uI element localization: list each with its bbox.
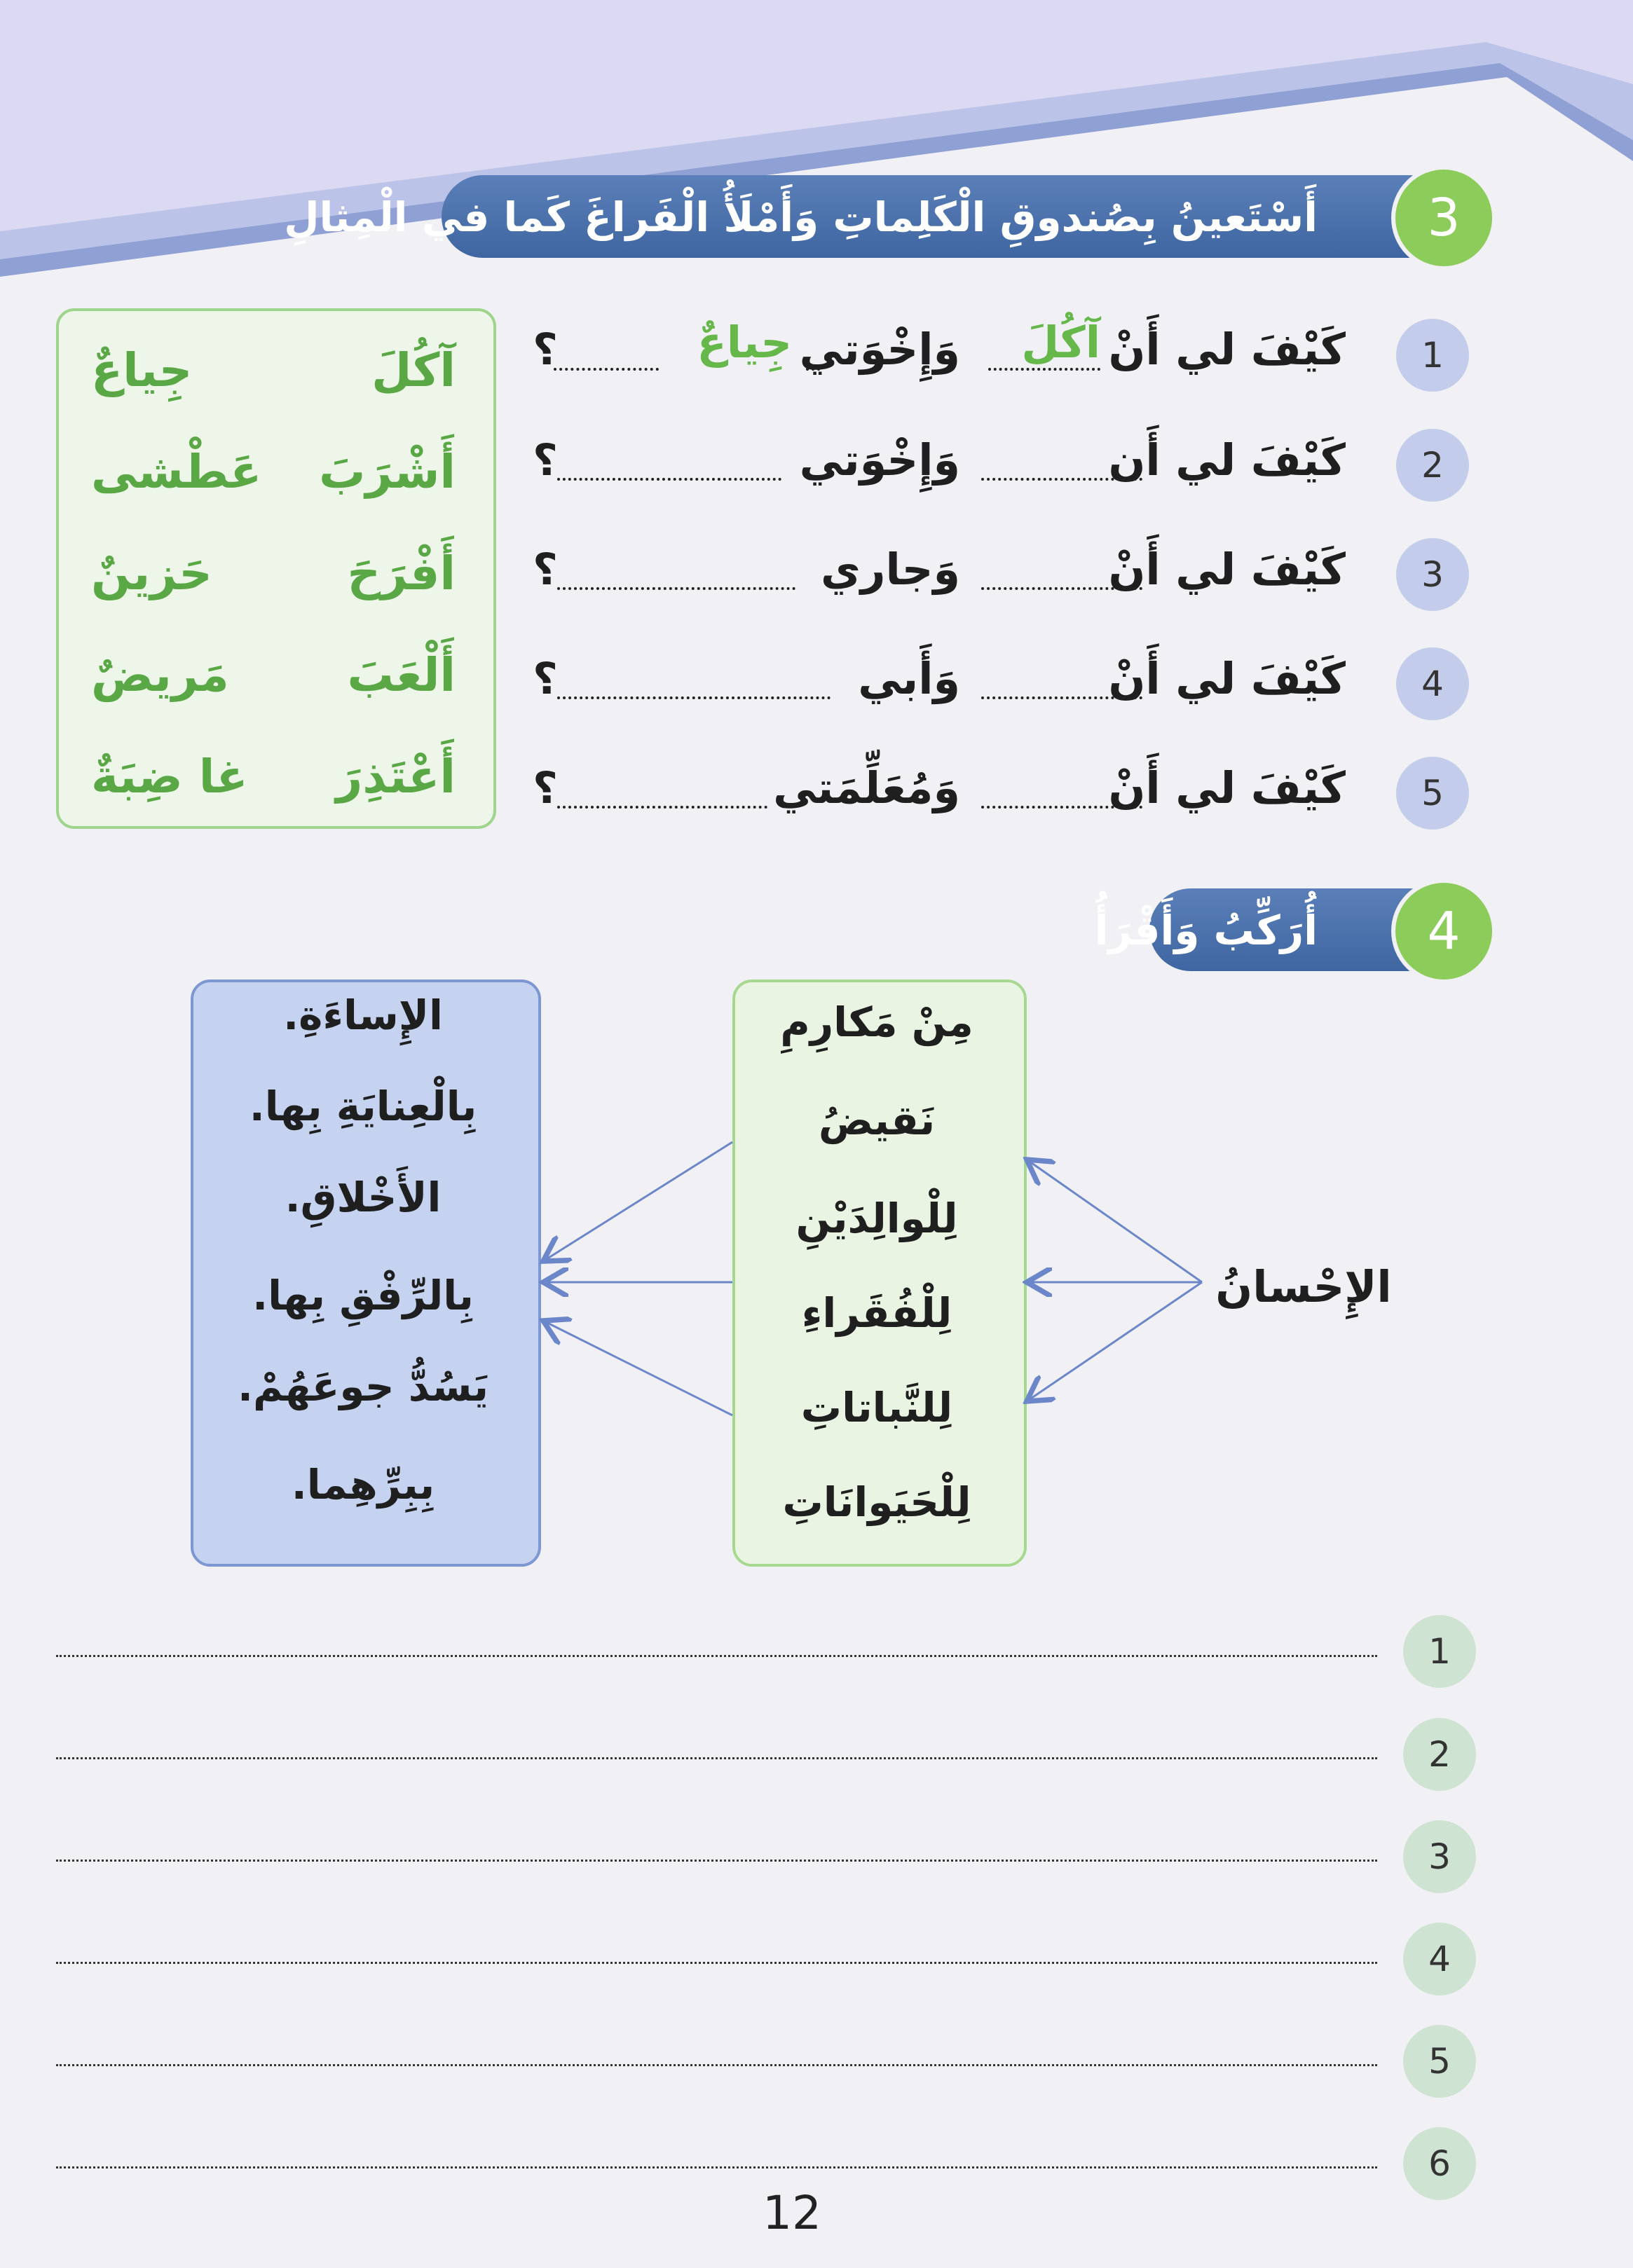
answer-number: 1 [1403, 1615, 1476, 1688]
middle-item: مِنْ مَكارِمِ [780, 998, 973, 1046]
example-adjective: جِياعٌ [697, 317, 792, 368]
page-number: 12 [763, 2186, 821, 2240]
answer-number: 2 [1403, 1718, 1476, 1791]
ending-item: بِبِرِّهِما. [291, 1461, 435, 1508]
question-subject: وَأَبي [858, 653, 960, 704]
question-subject: وَمُعَلِّمَتي [773, 762, 960, 813]
question-mark: ؟ [533, 324, 558, 375]
word-box-adj: غا ضِبَةٌ [91, 750, 248, 804]
answer-line[interactable] [56, 2064, 1377, 2066]
ending-item: الإِساءَةِ. [283, 991, 443, 1039]
answer-line[interactable] [56, 1655, 1377, 1657]
item-number: 2 [1396, 429, 1469, 502]
example-verb: آكُلَ [1021, 317, 1100, 368]
answer-line[interactable] [56, 1757, 1377, 1759]
word-box-verb: أَعْتَذِرَ [336, 750, 456, 804]
answer-line[interactable] [56, 1962, 1377, 1964]
middle-item: نَقيضُ [818, 1097, 936, 1144]
middle-item: لِلنَّباتاتِ [800, 1384, 953, 1431]
word-box-adj: حَزينٌ [91, 547, 212, 600]
question-subject: وَإِخْوَتي [799, 434, 960, 486]
word-box-verb: أَفْرَحَ [347, 547, 456, 600]
answer-number: 4 [1403, 1923, 1476, 1995]
question-prefix: كَيْفَ لي أَنْ [1108, 762, 1346, 813]
section4-number-badge: 4 [1391, 879, 1496, 984]
word-box-verb: أَشْرَبَ [319, 445, 456, 499]
start-word: الإِحْسانُ [1215, 1261, 1392, 1312]
ending-item: يَسُدُّ جوعَهُمْ. [237, 1363, 489, 1410]
item-number: 4 [1396, 647, 1469, 720]
question-prefix: كَيْفَ لي أَنْ [1108, 324, 1346, 375]
word-box-verb: آكُلَ [371, 343, 456, 397]
ending-item: بِالْعِنايَةِ بِها. [249, 1083, 477, 1130]
word-box-verb: أَلْعَبَ [347, 648, 456, 702]
word-box-adj: مَريضٌ [91, 648, 229, 702]
item-number: 5 [1396, 757, 1469, 830]
section3-title: أَسْتَعينُ بِصُندوقِ الْكَلِماتِ وَأَمْلَأُ الْفَراغَ كَما في الْمِثالِ [284, 193, 1318, 241]
section3-number-badge: 3 [1391, 165, 1496, 270]
item-number: 3 [1396, 538, 1469, 611]
word-box-adj: عَطْشى [91, 445, 262, 499]
question-prefix: كَيْفَ لي أَنْ [1108, 653, 1346, 704]
question-mark: ؟ [533, 653, 558, 704]
middle-item: لِلْفُقَراءِ [801, 1289, 952, 1337]
question-subject: وَإِخْوَتي [799, 324, 960, 375]
question-mark: ؟ [533, 434, 558, 486]
answer-number: 5 [1403, 2025, 1476, 2098]
question-mark: ؟ [533, 762, 558, 813]
question-subject: وَجاري [820, 544, 960, 595]
answer-line[interactable] [56, 2166, 1377, 2169]
question-prefix: كَيْفَ لي أَنْ [1108, 544, 1346, 595]
answer-number: 3 [1403, 1820, 1476, 1893]
word-box-adj: جِياعٌ [91, 343, 193, 397]
section4-title: أُرَكِّبُ وَأَقْرَأُ [1094, 907, 1318, 954]
question-prefix: كَيْفَ لي أَن [1108, 434, 1346, 486]
item-number: 1 [1396, 319, 1469, 392]
answer-number: 6 [1403, 2127, 1476, 2200]
middle-item: لِلْوالِدَيْنِ [795, 1195, 958, 1242]
answer-line[interactable] [56, 1860, 1377, 1862]
middle-item: لِلْحَيَوانَاتِ [782, 1478, 971, 1526]
question-mark: ؟ [533, 544, 558, 595]
ending-item: الأَخْلاقِ. [285, 1174, 442, 1221]
ending-item: بِالرِّفْقِ بِها. [252, 1272, 474, 1319]
